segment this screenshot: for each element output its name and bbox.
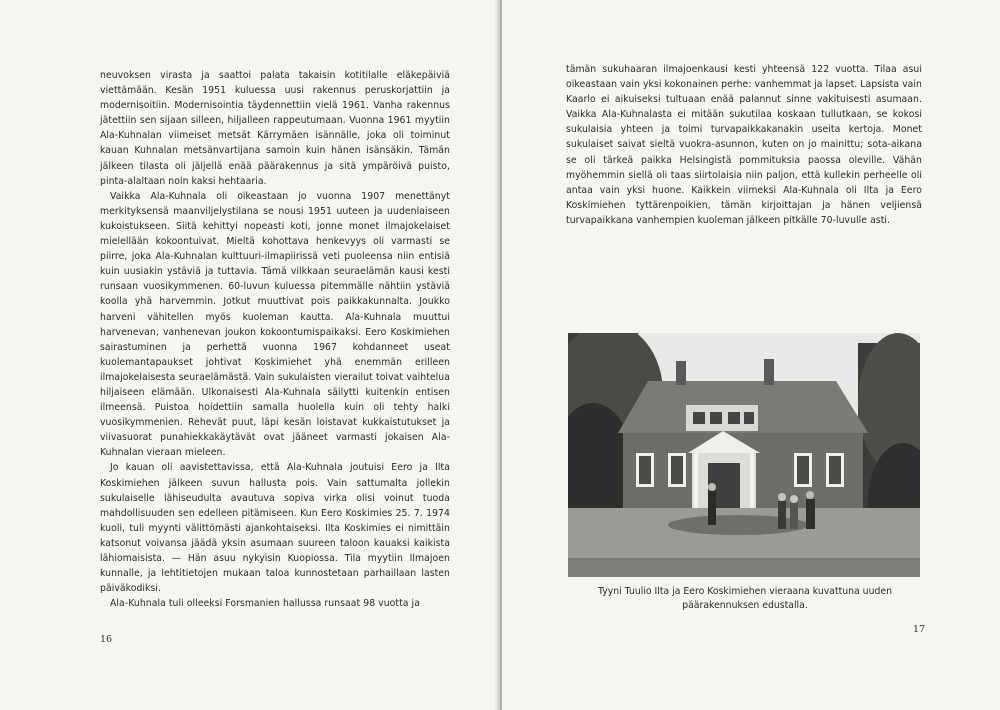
paragraph: neuvoksen virasta ja saattoi palata takaisin kotitilalle eläkepäiviä viettämään. Kesän 1951 kuluessa uusi rakennus peruskorjattiin ja modernisoitiin. Modernisointia täydennettiin vielä 1961. Vanha rakennus jätettiin sen sijaan silleen, hiljalleen rappeutumaan. Vuonna 1961 myytiin Ala-Kuhnalan viimeiset metsät Kärrymäen isännälle, joka oli toiminut kauan Kuhnalan metsänvartijana samoin kuin hänen isänsäkin. Tämän jälkeen tilasta oli jäljellä enää päärakennus ja sitä ympäröivä puisto, pinta-alaltaan noin kaksi hehtaaria. (100, 70, 450, 187)
house-photo (568, 333, 920, 577)
photo-caption: Tyyni Tuulio Ilta ja Eero Koskimiehen vieraana kuvattuna uuden päärakennuksen edustalla. (598, 586, 892, 611)
paragraph: Vaikka Ala-Kuhnala oli oikeastaan jo vuonna 1907 menettänyt merkityksensä maanviljelystilana se nousi 1951 uuteen ja uudenlaiseen kukoistukseen. Siitä kehittyi nopeasti koti, jonne monet ilmajokelaiset mielellään kokoontuivat. Mieltä kohottava henkevyys oli varmasti se piirre, joka Ala-Kuhnalan kulttuuri-ilmapiirissä veti puoleensa niin entisiä kuin uusiakin ystäviä ja tuttavia. Tämä vilkkaan seuraelämän kausi kesti runsaan vuosikymmenen. 60-luvun kuluessa pitemmälle nähtiin ystäviä koolla yhä harvemmin. Jotkut muuttivat pois paikkakunnalta. Joukko harveni vähitellen myös kuoleman kautta. Ala-Kuhnala muuttui harvenevan, vanhenevan joukon kokoontumispaikaksi. Eero Koskimiehen sairastuminen ja perhettä vuonna 1967 kohdanneet useat kuolemantapaukset johtivat Koskimiehet yhä enemmän erilleen ilmajokelaisesta seuraelämästä. Vain sukulaisten vierailut toivat vaihtelua hiljaiseen elämään. Ulkonaisesti Ala-Kuhnala säilytti kuitenkin entisen ilmeensä. Puistoa hoidettiin samalla huolella kuin oli tehty halki vuosikymmenien. Rehevät puut, läpi kesän loistavat kukkaistutukset ja viivasuorat punahiekkakäytävät ovat jääneet varmasti jokaisen Ala-Kuhnalan vieraan mieleen. (100, 190, 450, 459)
left-page (0, 0, 498, 710)
right-page-text (566, 62, 922, 228)
paragraph: Jo kauan oli aavistettavissa, että Ala-Kuhnala joutuisi Eero ja Ilta Koskimiehen jälkeen suvun hallusta pois. Vain sattumalta jollekin sukulaiselle lähiseudulta avautuva sopiva virka olisi voinut tuoda mahdollisuuden sen edelleen pitämiseen. Kun Eero Koskimies 25. 7. 1974 kuoli, tuli myynti välittömästi ajankohtaiseksi. Ilta Koskimies ei nimittäin katsonut voivansa jäädä yksin asumaan suureen taloon kauaksi kaikista lähiomaisista. — Hän asuu nykyisin Kuopiossa. Tila myytiin Ilmajoen kunnalle, ja lehtitietojen mukaan taloa kunnostetaan parhaillaan lasten päiväkodiksi. (100, 462, 450, 595)
paragraph: tämän sukuhaaran ilmajoenkausi kesti yhteensä 122 vuotta. Tilaa asui oikeastaan vain yksi kokonainen perhe: vanhemmat ja lapset. Lapsista vain Kaarlo ei aikuiseksi tultuaan enää palannut sinne vakituisesti asumaan. Vaikka Ala-Kuhnalasta ei mitään sukutilaa koskaan tullutkaan, se kokosi sukulaisia yhteen ja toimi turvapaikkakanakin useita kertoja. Monet sukulaiset saivat sieltä vuokra-asunnon, kuten on jo mainittu; sota-aikana se oli tärkeä paikka Helsingistä pommituksia paossa oleville. Vähän myöhemmin siellä oli taas siirtolaisia niin paljon, että kullekin perheelle oli antaa vain yksi huone. Kaikkein viimeksi Ala-Kuhnala oli Ilta ja Eero Koskimiehen tyttärenpoikien, tämän kirjoittajan ja hänen veljiensä turvapaikkana vanhempien kuoleman jälkeen pitkälle 70-luvulle asti. (566, 64, 922, 226)
left-page-text (100, 68, 450, 611)
page-number-right: 17 (913, 624, 926, 635)
paragraph: Ala-Kuhnala tuli olleeksi Forsmanien hallussa runsaat 98 vuotta ja (110, 598, 420, 610)
page-number-left: 16 (100, 634, 113, 645)
